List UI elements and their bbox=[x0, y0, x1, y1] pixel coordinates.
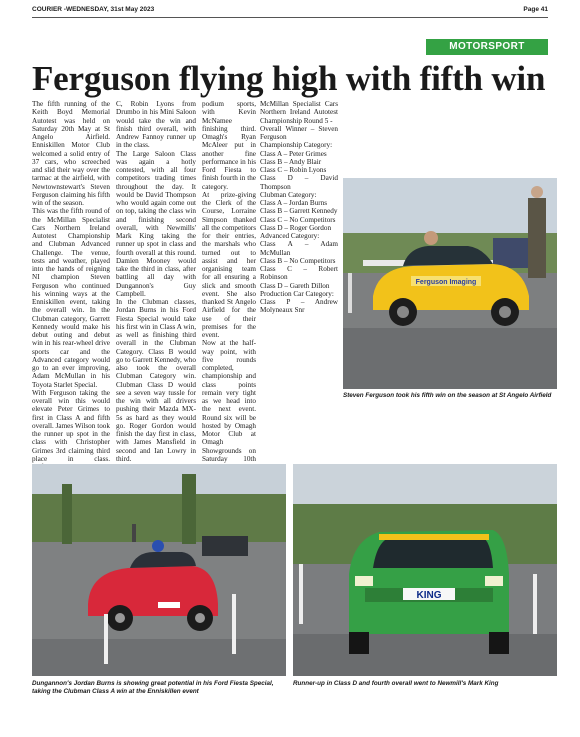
results-line: Championship Category: bbox=[260, 141, 333, 150]
results-line: Class A – Jordan Burns bbox=[260, 199, 328, 207]
car-sign-text: Ferguson Imaging bbox=[415, 279, 477, 286]
page-header bbox=[32, 6, 548, 16]
headline: Ferguson flying high with fifth win bbox=[32, 59, 546, 98]
results-line: Class C – Robert Robinson bbox=[260, 265, 338, 282]
paragraph: The Large Saloon Class was again a hotly contested, with all four competitors trading times throughout the day. It would be David Thompson who would again come out on top, taking the class win and finishing second overall, with Newmills' Mark King taking the runner up spot in class and fourth overall at this round. Damien Mooney would take the third in class, after battling all day with Dungannon's Guy Campbell. bbox=[116, 149, 196, 298]
results-line: Class A – Peter Grimes bbox=[260, 149, 327, 158]
publication-dateline: COURIER -WEDNESDAY, 31st May 2023 bbox=[32, 6, 155, 13]
page-number: Page 41 bbox=[523, 6, 548, 13]
results-line: Class P – Andrew Molyneaux Snr bbox=[260, 298, 338, 315]
article-column-3 bbox=[202, 100, 256, 462]
results-line: Class D – Gareth Dillon bbox=[260, 281, 330, 290]
results-line: Class B – No Competitors bbox=[260, 256, 336, 265]
photo-red-fiesta-special bbox=[32, 464, 286, 676]
results-line: Class B – Andy Blair bbox=[260, 157, 322, 166]
results-line: Advanced Category: bbox=[260, 232, 320, 240]
photo-green-hatchback bbox=[293, 464, 557, 676]
paragraph: podium sports, with Kevin McNamee finishing third. Omagh's Ryan McAleer put in another fine performance in his Ford Fiesta to finish fourth in the category. bbox=[202, 100, 256, 191]
photo-caption: Steven Ferguson took his fifth win on the season at St Angelo Airfield bbox=[343, 392, 552, 399]
results-line: Overall Winner – Steven Ferguson bbox=[260, 124, 338, 141]
article-column-1 bbox=[32, 100, 110, 462]
results-line: Class D – Roger Gordon bbox=[260, 223, 332, 232]
photo-caption: Dungannon's Jordan Burns is showing great potential in his Ford Fiesta Special, taking the Clubman Class A win at the Enniskillen event bbox=[32, 680, 274, 695]
paragraph: In the Clubman classes, Jordan Burns in his Ford Fiesta Special would take his first win in Class A win, as well as finishing third overall in the Clubman Category. Class B would go to Garrett Kennedy, who also took the overall Clubman Category win. Clubman Class D would see a seven way tussle for the win with all drivers pushing their Mazda MX-5s as hard as they would go. Roger Gordon would finish the day first in class, with James Mansfield in second and Ian Lowry in third. bbox=[116, 298, 196, 463]
paragraph: With Ferguson taking the overall win this would elevate Peter Grimes to first in Class A and fifth overall. James Wilson took the runner up spot in the class with Christopher Grimes 3rd claiming third place in class. bbox=[32, 388, 110, 463]
photo-caption: Runner-up in Class D and fourth overall went to Newmill's Mark King bbox=[293, 680, 499, 687]
paragraph: The fifth running of the Keith Boyd Memorial Autotest was held on Saturday 20th May at St Angelo Airfield. Enniskillen Motor Club welcomed a solid entry of 37 cars, who screeched and slid their way over the tarmac at the airfield, with Newtownstewart's Steven Ferguson claiming his fifth win of the season. bbox=[32, 100, 110, 207]
section-banner: MOTORSPORT bbox=[426, 39, 548, 55]
results-line: Production Car Category: bbox=[260, 289, 334, 298]
number-plate-text: KING bbox=[416, 590, 442, 601]
results-line: Class B – Garrett Kennedy bbox=[260, 207, 338, 216]
results-line: McMillan Specialist Cars Northern Ireland Autotest Championship Round 5 - bbox=[260, 100, 338, 125]
results-line: Class D – David Thompson bbox=[260, 174, 338, 191]
header-rule bbox=[32, 17, 548, 18]
photo-yellow-sports-car bbox=[343, 178, 557, 389]
paragraph: C, Robin Lyons from Drumbo in his Mini Saloon would take the win and finish third overall, with Andrew Fannoy runner up in the class. bbox=[116, 100, 196, 150]
results-line: Clubman Category: bbox=[260, 190, 317, 199]
article-column-2 bbox=[116, 100, 196, 462]
results-line: Class C – No Competitors bbox=[260, 215, 336, 224]
paragraph: At prize-giving the Clerk of the Course, Lorraine Simpson thanked all the competitors for their entries, the marshals who turned out to assist and her organising team for all ensuring a slick and smooth event. She also thanked St Angelo Airfield for the use of their premises for the event. bbox=[202, 190, 256, 339]
results-column bbox=[260, 100, 338, 392]
paragraph: Now at the half-way point, with five rounds completed, championship and class points remain very tight as we head into the next event. Round six will be hosted by Omagh Motor Club at Omagh Showgrounds on Saturday 10th bbox=[202, 339, 256, 463]
results-line: Class C – Robin Lyons bbox=[260, 166, 327, 174]
paragraph: This was the fifth round of the McMillan Specialist Cars Northern Ireland Autotest Championship and Clubman Advanced Challenge. The venue, tests and weather, played into the hands of reigning NI champion Steven Ferguson who continued his winning ways at the Enniskillen event, taking the overall win. In the Clubman category, Garrett Kennedy would make his debut outing and debut win in his rear-wheel drive sports car and the Advanced category would go to an ever improving, Adam McMullan in his Toyota Starlet Special. bbox=[32, 207, 110, 389]
results-line: Class A – Adam McMullan bbox=[260, 240, 338, 257]
